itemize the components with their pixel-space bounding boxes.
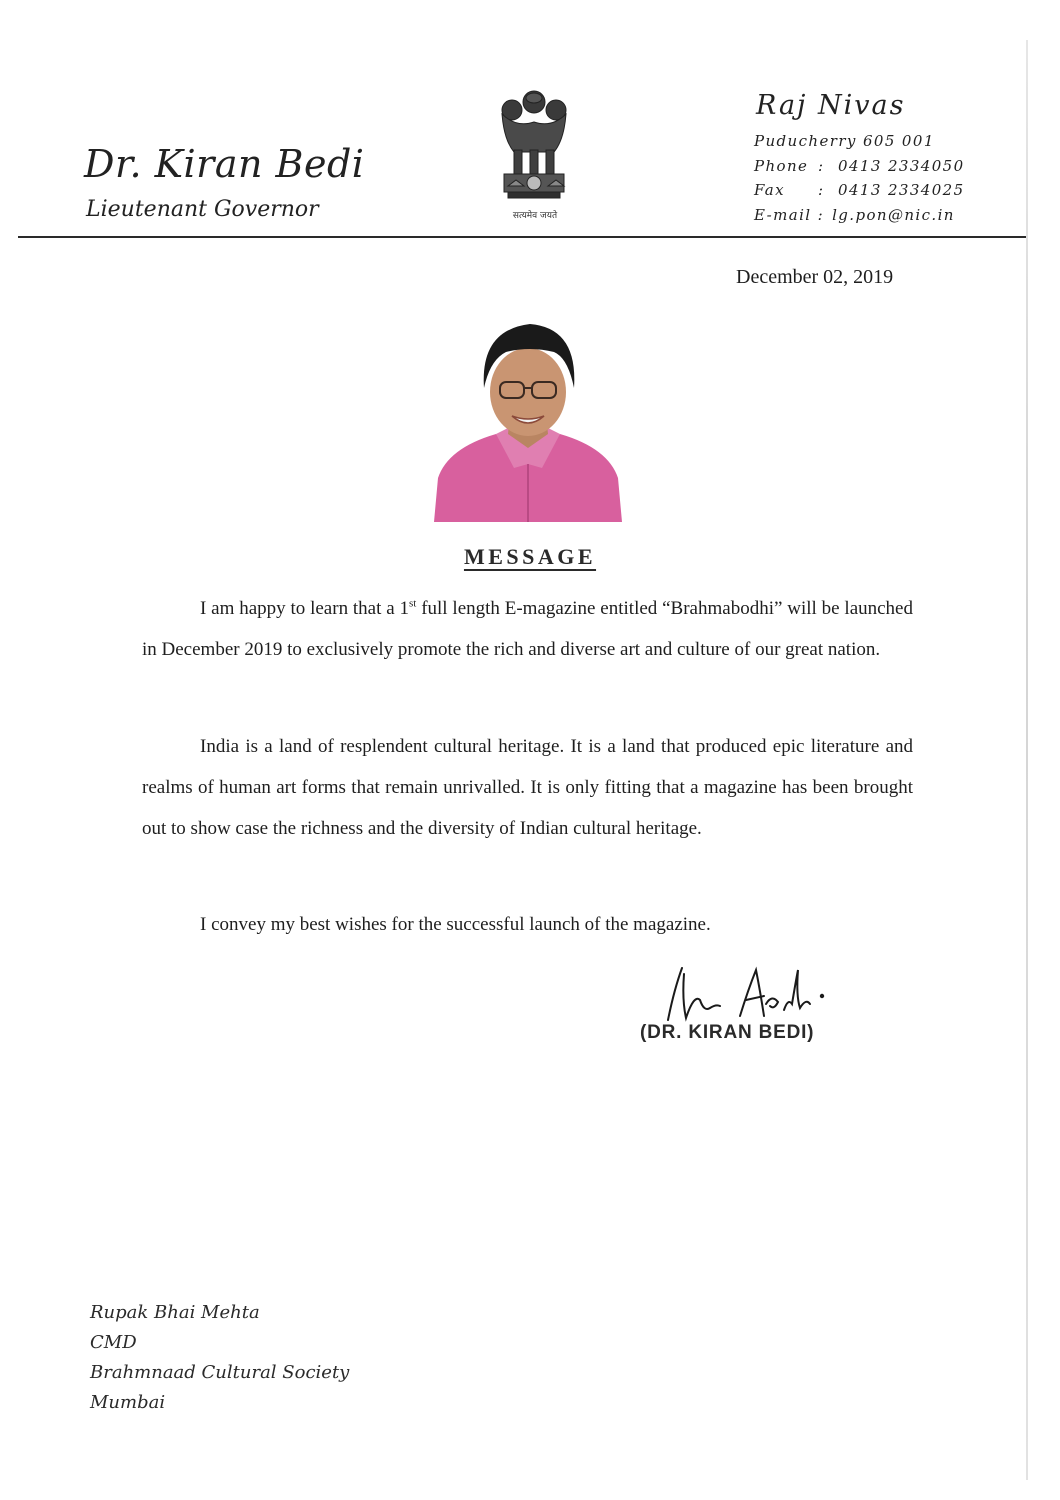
recipient-city: Mumbai bbox=[90, 1392, 166, 1413]
message-paragraph-3: I convey my best wishes for the successful launch of the magazine. bbox=[200, 914, 711, 935]
email-row bbox=[754, 203, 965, 228]
phone-separator: : bbox=[818, 156, 825, 175]
address-city: Puducherry 605 001 bbox=[754, 132, 935, 150]
phone-row bbox=[754, 154, 965, 179]
email-address: lg.pon@nic.in bbox=[832, 205, 955, 224]
message-paragraph-2: India is a land of resplendent cultural heritage. It is a land that produced epic literature and realms of human art forms that remain unrivalled. It is only fitting that a magazine has been brought out to show case the richness and the diversity of Indian cultural heritage. bbox=[142, 736, 913, 839]
email-label: E-mail : bbox=[754, 205, 825, 224]
message-heading-text: MESSAGE bbox=[463, 544, 597, 569]
sender-title: Lieutenant Governor bbox=[86, 197, 319, 222]
phone-number: 0413 2334050 bbox=[838, 156, 965, 175]
recipient-name: Rupak Bhai Mehta bbox=[90, 1302, 260, 1323]
address-title: Raj Nivas bbox=[756, 90, 906, 121]
fax-label: Fax bbox=[754, 181, 785, 199]
message-paragraph-1 bbox=[142, 588, 913, 670]
letter-date: December 02, 2019 bbox=[736, 266, 894, 288]
address-line bbox=[754, 129, 965, 154]
state-emblem-icon bbox=[492, 88, 576, 220]
scan-edge bbox=[1026, 40, 1028, 1480]
header-divider bbox=[18, 236, 1026, 238]
handwritten-signature bbox=[660, 960, 830, 1030]
paragraph-1-rest: full length E-magazine entitled “Brahmabodhi” will be launched in December 2019 to exclusively promote the rich and diverse art and culture of our great nation. bbox=[142, 598, 913, 660]
ordinal-suffix: st bbox=[409, 597, 417, 610]
emblem-motto: सत्यमेव जयते bbox=[512, 211, 558, 221]
recipient-organization: Brahmnaad Cultural Society bbox=[90, 1362, 350, 1383]
fax-number: 0413 2334025 bbox=[838, 181, 965, 199]
portrait-photo bbox=[434, 318, 622, 522]
recipient-block bbox=[90, 1298, 349, 1418]
fax-separator: : bbox=[818, 181, 825, 199]
paragraph-1-start: I am happy to learn that a 1 bbox=[200, 598, 410, 619]
signatory-name: (DR. KIRAN BEDI) bbox=[640, 1022, 815, 1043]
address-block bbox=[754, 129, 965, 227]
phone-label: Phone bbox=[754, 156, 809, 175]
recipient-title: CMD bbox=[90, 1332, 137, 1353]
sender-name: Dr. Kiran Bedi bbox=[84, 142, 365, 186]
message-heading bbox=[0, 544, 1060, 570]
fax-row bbox=[754, 178, 965, 203]
